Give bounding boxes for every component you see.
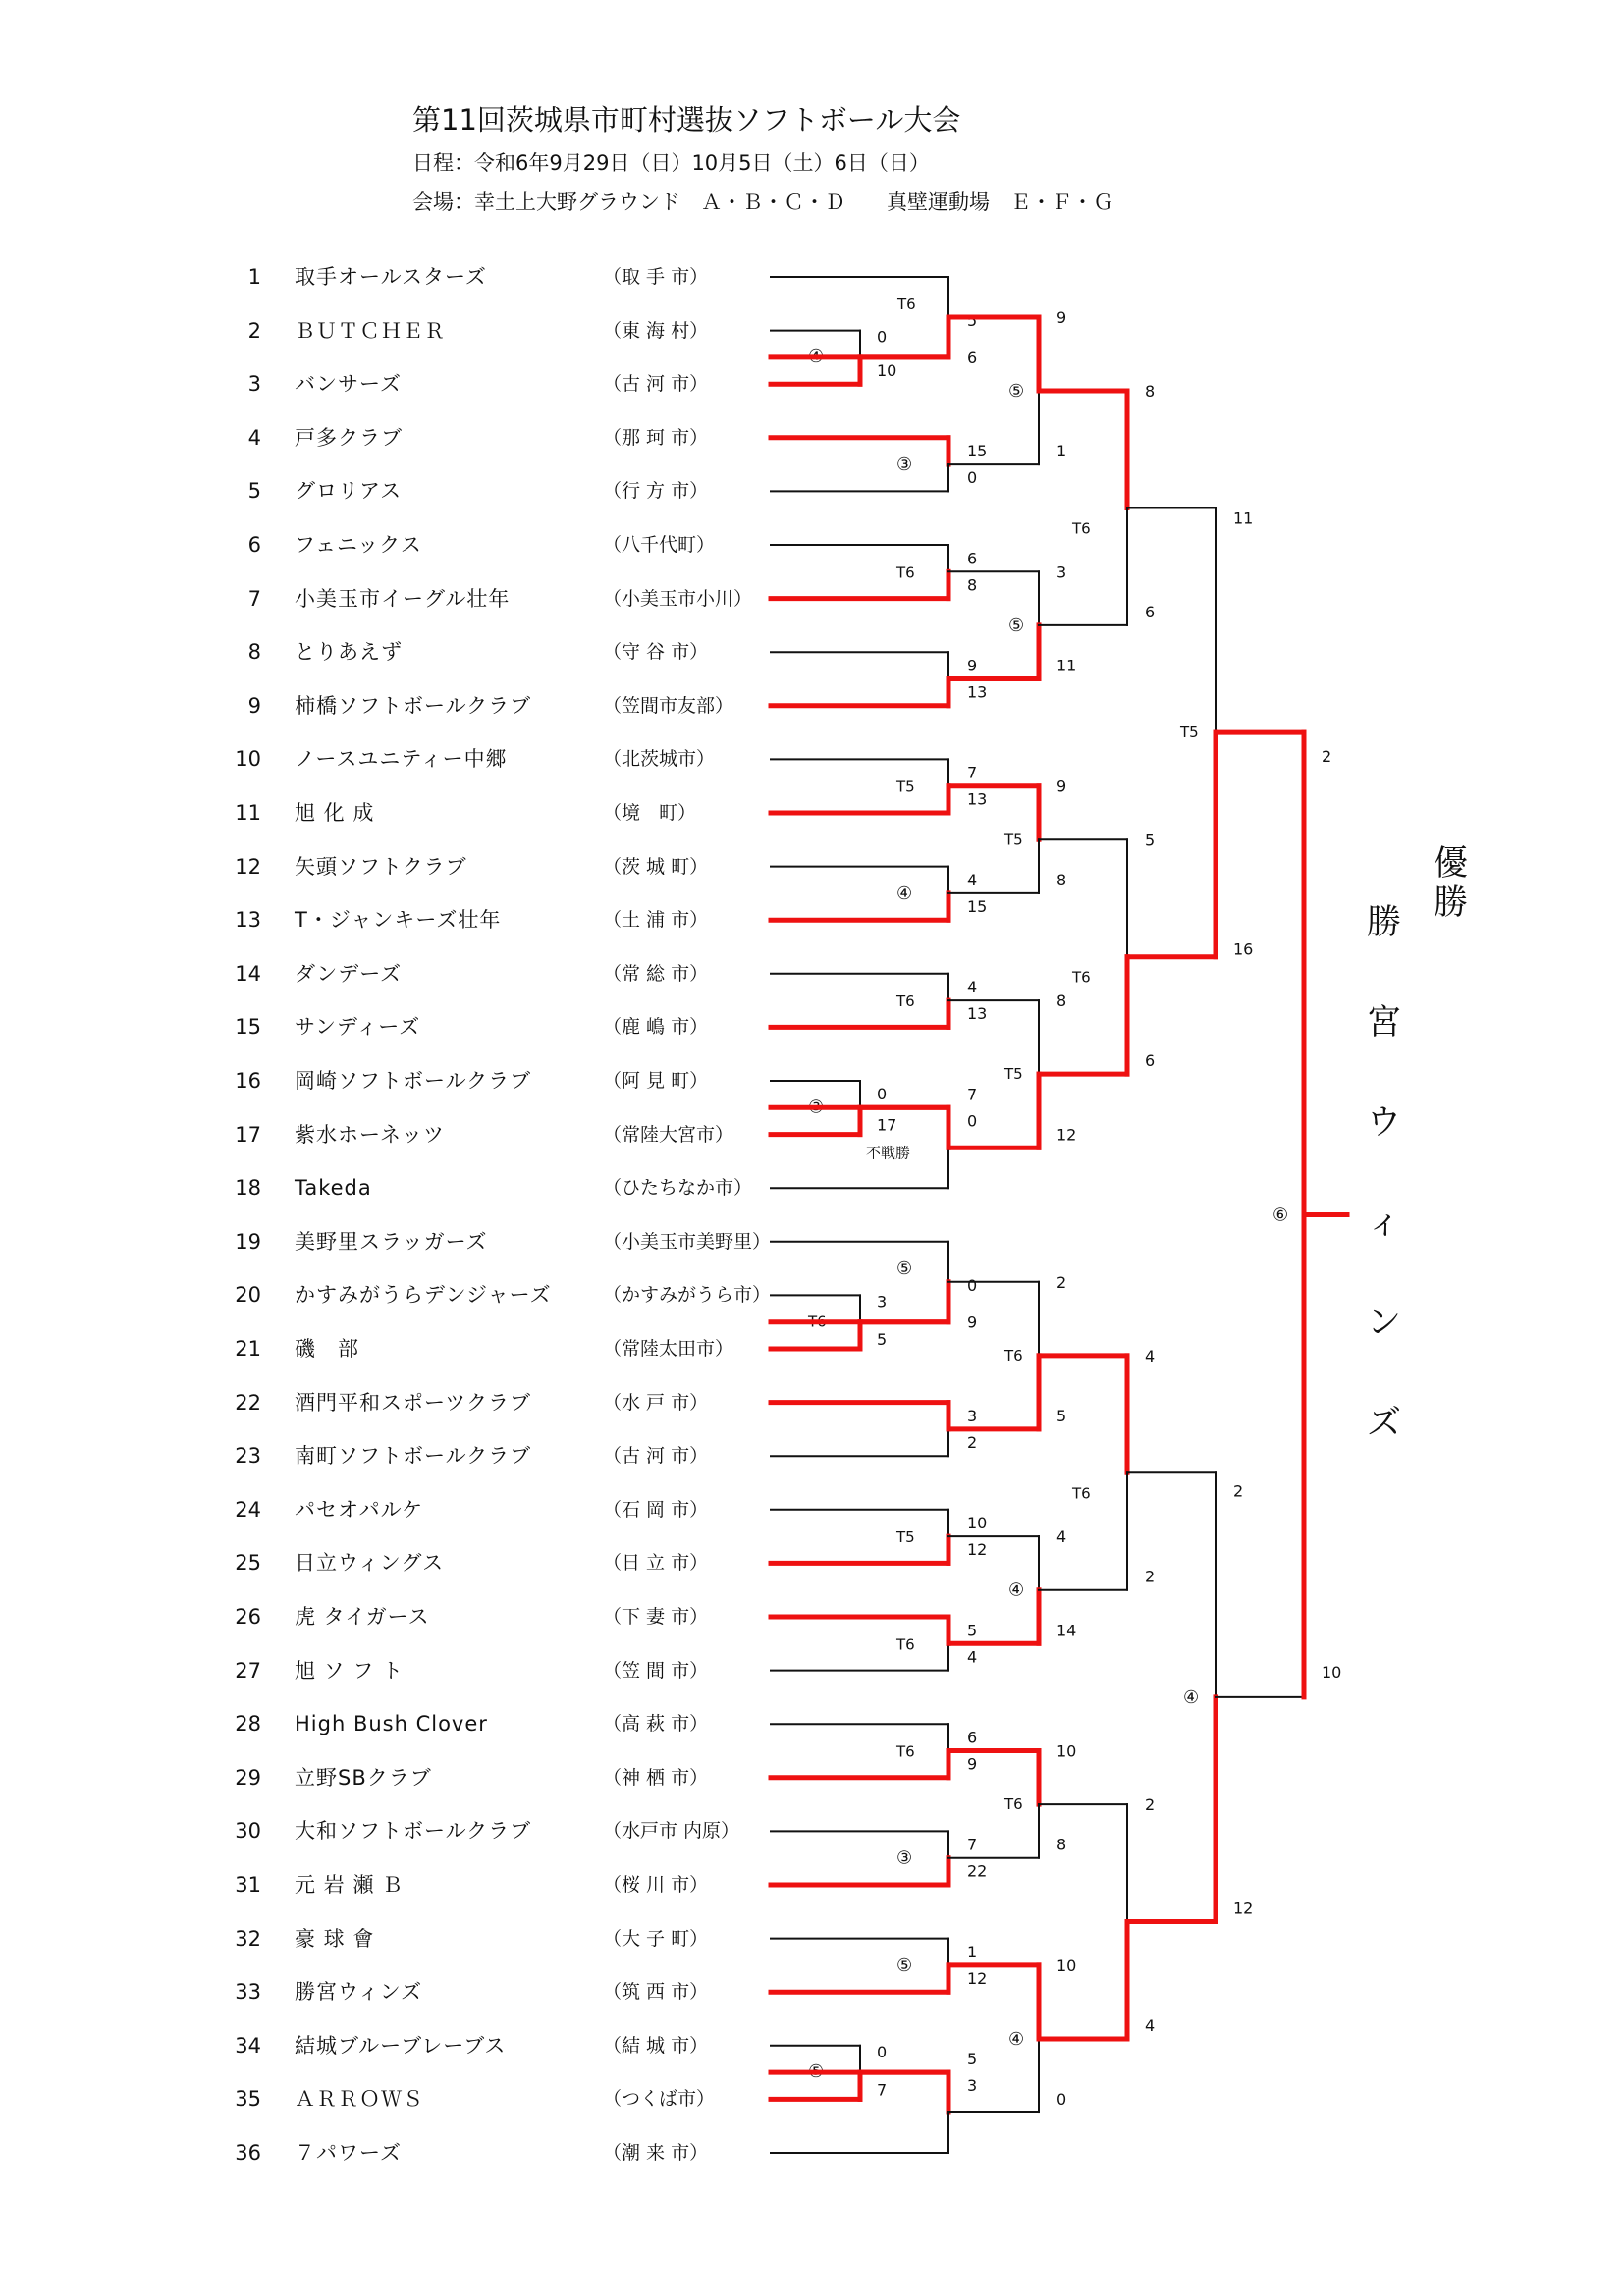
team-number: 9 — [247, 693, 261, 718]
score-label: 8 — [1145, 382, 1156, 401]
champion-label-char: 勝 — [1434, 883, 1469, 923]
team-number: 12 — [235, 854, 261, 879]
court-label: T5 — [896, 777, 915, 796]
team-number: 28 — [235, 1712, 261, 1736]
court-label: T6 — [896, 1635, 915, 1654]
team-number: 32 — [235, 1926, 261, 1950]
team-number: 22 — [235, 1390, 261, 1415]
team-name: 大和ソフトボールクラブ — [295, 1819, 532, 1843]
score-label: 9 — [1056, 307, 1067, 327]
team-number: 3 — [247, 372, 261, 397]
score-label: 6 — [1145, 1051, 1156, 1071]
score-label: 14 — [1056, 1621, 1077, 1640]
champion-char: ン — [1367, 1304, 1402, 1343]
team-name: グロリアス — [295, 479, 403, 504]
court-label: T6 — [1072, 968, 1091, 987]
team-number: 23 — [235, 1444, 261, 1468]
score-label: 10 — [1322, 1662, 1342, 1682]
court-label: T5 — [896, 1528, 915, 1547]
team-name: 岡崎ソフトボールクラブ — [295, 1069, 532, 1093]
team-number: 1 — [247, 265, 261, 289]
score-label: 3 — [877, 1292, 888, 1311]
score-label: 2 — [1322, 747, 1332, 767]
court-label: ⑤ — [896, 1257, 913, 1279]
team-name: 旭 ソ フ ト — [295, 1658, 405, 1682]
score-label: 15 — [967, 896, 988, 916]
team-name: フェニックス — [295, 533, 422, 557]
team-city: （八千代町） — [603, 534, 716, 556]
team-city: （筑 西 市） — [603, 1981, 709, 2003]
score-label: 16 — [1233, 939, 1254, 959]
team-name: ７パワーズ — [295, 2141, 402, 2164]
team-number: 26 — [235, 1605, 261, 1629]
score-label: 2 — [1233, 1481, 1244, 1501]
score-label: 12 — [1233, 1898, 1254, 1918]
score-label: 9 — [967, 1754, 978, 1774]
score-label: 7 — [967, 1835, 978, 1854]
score-label: 5 — [877, 1330, 888, 1349]
team-name: 柿橋ソフトボールクラブ — [295, 693, 532, 718]
court-label: ⑤ — [896, 1954, 913, 1976]
score-label: 5 — [1056, 1406, 1067, 1425]
team-city: （土 浦 市） — [603, 909, 709, 932]
court-label: T5 — [1004, 830, 1023, 849]
team-name: ノースユニティー中郷 — [295, 747, 508, 772]
team-number: 17 — [235, 1122, 261, 1147]
score-label: 10 — [1056, 1741, 1077, 1761]
team-name: Takeda — [295, 1176, 372, 1201]
team-city: （下 妻 市） — [603, 1606, 709, 1628]
court-label: T6 — [1004, 1346, 1023, 1364]
team-city: （常陸太田市） — [603, 1338, 734, 1360]
team-city: （笠間市友部） — [603, 694, 734, 717]
score-label: 12 — [1056, 1125, 1077, 1145]
court-label: T5 — [1180, 723, 1199, 742]
team-number: 20 — [235, 1283, 261, 1308]
score-label: 4 — [967, 978, 978, 997]
champion-label-char: 優 — [1434, 844, 1469, 883]
team-number: 21 — [235, 1337, 261, 1361]
team-city: （古 河 市） — [603, 373, 709, 396]
court-label: ③ — [808, 1096, 825, 1118]
team-city: （取 手 市） — [603, 266, 709, 288]
court-label: T6 — [896, 1742, 915, 1761]
team-number: 30 — [235, 1819, 261, 1843]
score-label: 2 — [1056, 1272, 1067, 1292]
court-label: ④ — [1183, 1686, 1200, 1708]
team-name: パセオパルケ — [295, 1497, 424, 1522]
score-label: 0 — [967, 1111, 978, 1131]
team-city: （高 萩 市） — [603, 1713, 709, 1735]
team-number: 34 — [235, 2033, 261, 2057]
team-name: 結城ブルーブレーブス — [295, 2033, 507, 2057]
team-name: 南町ソフトボールクラブ — [295, 1444, 532, 1468]
forfeit-label: 不戦勝 — [866, 1144, 911, 1162]
score-label: 0 — [877, 1085, 888, 1103]
tournament-title: 第11回茨城県市町村選抜ソフトボール大会 — [412, 103, 961, 136]
team-city: （守 谷 市） — [603, 641, 709, 664]
team-number: 2 — [247, 318, 261, 343]
team-city: （東 海 村） — [603, 319, 709, 342]
court-label: T6 — [1072, 1484, 1091, 1503]
team-name: ＢＵＴＣＨＥＲ — [295, 318, 446, 343]
court-label: T6 — [896, 992, 915, 1011]
score-label: 9 — [967, 1312, 978, 1332]
score-label: 9 — [967, 656, 978, 675]
score-label: 4 — [1145, 2015, 1156, 2035]
court-label: ③ — [896, 454, 913, 476]
team-city: （鹿 嶋 市） — [603, 1016, 709, 1039]
score-label: 12 — [967, 1968, 988, 1988]
court-label: T6 — [1004, 1795, 1023, 1814]
team-city: （北茨城市） — [603, 748, 716, 771]
score-label: 0 — [877, 327, 888, 347]
team-number: 35 — [235, 2087, 261, 2111]
team-name: 磯 部 — [295, 1337, 359, 1361]
court-label: ④ — [1008, 2028, 1025, 2050]
team-name: 酒門平和スポーツクラブ — [295, 1390, 531, 1415]
score-label: 11 — [1233, 508, 1254, 528]
score-label: 13 — [967, 789, 988, 809]
court-label: T6 — [896, 563, 915, 582]
court-label: T6 — [1072, 519, 1091, 538]
team-city: （笠 間 市） — [603, 1659, 709, 1682]
team-number: 36 — [235, 2141, 261, 2164]
team-name: ＡＲＲＯＷＳ — [295, 2087, 424, 2111]
team-number: 13 — [235, 908, 261, 933]
score-label: 4 — [967, 1647, 978, 1667]
court-label: ⑤ — [1008, 381, 1025, 402]
score-label: 3 — [967, 2076, 978, 2096]
court-label: ⑥ — [1272, 1204, 1289, 1226]
score-label: 8 — [1056, 870, 1067, 889]
team-name: 取手オールスターズ — [295, 265, 487, 289]
score-label: 0 — [877, 2042, 888, 2061]
team-city: （小美玉市小川） — [603, 587, 753, 610]
score-label: 10 — [1056, 1955, 1077, 1975]
champion-label — [1434, 844, 1473, 923]
team-number: 5 — [247, 479, 261, 504]
team-number: 27 — [235, 1658, 261, 1682]
team-name: 矢頭ソフトクラブ — [295, 854, 467, 879]
score-label: 10 — [877, 361, 897, 381]
team-city: （小美玉市美野里） — [603, 1230, 772, 1253]
score-label: 3 — [1056, 562, 1067, 582]
score-label: 0 — [1056, 2090, 1067, 2109]
team-number: 24 — [235, 1497, 261, 1522]
schedule-line: 日程：令和6年9月29日（日）10月5日（土）6日（日） — [412, 151, 930, 175]
team-name: 豪 球 會 — [295, 1926, 375, 1950]
team-name: T・ジャンキーズ壮年 — [295, 908, 502, 933]
score-label: 7 — [967, 1085, 978, 1104]
team-city: （古 河 市） — [603, 1445, 709, 1468]
team-city: （茨 城 町） — [603, 855, 709, 878]
team-name: とりあえず — [295, 640, 403, 665]
score-label: 10 — [967, 1514, 988, 1533]
venue-line: 会場：幸土上大野グラウンド Ａ・Ｂ・Ｃ・Ｄ 真壁運動場 Ｅ・Ｆ・Ｇ — [412, 190, 1113, 214]
score-label: 11 — [1056, 656, 1077, 675]
score-label: 5 — [967, 1621, 978, 1640]
team-city: （石 岡 市） — [603, 1498, 709, 1521]
team-number: 16 — [235, 1069, 261, 1093]
champion-char: 宮 — [1367, 1003, 1402, 1042]
score-label: 6 — [1145, 602, 1156, 621]
score-label: 17 — [877, 1115, 897, 1135]
team-city: （常陸大宮市） — [603, 1123, 734, 1146]
team-name: 立野SBクラブ — [295, 1765, 432, 1789]
court-label: T6 — [808, 1312, 827, 1331]
team-city: （神 栖 市） — [603, 1766, 709, 1789]
team-number: 7 — [247, 586, 261, 611]
team-city: （つくば市） — [603, 2088, 716, 2110]
score-label: 12 — [967, 1540, 988, 1560]
team-city: （常 総 市） — [603, 962, 709, 985]
team-number: 29 — [235, 1765, 261, 1789]
score-label: 13 — [967, 682, 988, 702]
score-label: 0 — [967, 1275, 978, 1295]
team-name: 戸多クラブ — [295, 425, 403, 450]
score-label: 5 — [967, 2050, 978, 2069]
team-name: 紫水ホーネッツ — [295, 1122, 445, 1147]
score-label: 22 — [967, 1861, 988, 1881]
team-number: 25 — [235, 1551, 261, 1575]
team-name: 虎 タイガース — [295, 1605, 430, 1629]
team-name: 勝宮ウィンズ — [295, 1980, 423, 2004]
score-label: 3 — [967, 1406, 978, 1425]
team-city: （桜 川 市） — [603, 1874, 709, 1896]
score-label: 15 — [967, 442, 988, 461]
score-label: 6 — [967, 1728, 978, 1747]
score-label: 6 — [967, 549, 978, 568]
team-city: （かすみがうら市） — [603, 1284, 772, 1307]
score-label: 1 — [967, 1942, 978, 1961]
court-label: T5 — [1004, 1065, 1023, 1084]
score-label: 2 — [1145, 1795, 1156, 1815]
score-label: 2 — [1145, 1567, 1156, 1586]
team-city: （ひたちなか市） — [603, 1177, 753, 1200]
team-name: 小美玉市イーグル壮年 — [295, 586, 511, 611]
team-number: 33 — [235, 1980, 261, 2004]
team-number: 15 — [235, 1015, 261, 1040]
team-number: 14 — [235, 961, 261, 986]
team-name: 元 岩 瀬 Ｂ — [295, 1873, 405, 1896]
team-city: （阿 見 町） — [603, 1070, 709, 1092]
team-number: 31 — [235, 1873, 261, 1896]
court-label: ⑤ — [808, 2061, 825, 2083]
champion-char: ィ — [1367, 1203, 1402, 1243]
team-name: 日立ウィングス — [295, 1551, 445, 1575]
champion-char: ウ — [1367, 1103, 1402, 1143]
score-label: 2 — [967, 1432, 978, 1452]
team-number: 4 — [247, 425, 261, 450]
team-number: 11 — [235, 801, 261, 825]
court-label: ④ — [1008, 1579, 1025, 1601]
champion-char: 勝 — [1367, 903, 1402, 942]
score-label: 4 — [1145, 1346, 1156, 1365]
score-label: 7 — [967, 763, 978, 782]
team-name: かすみがうらデンジャーズ — [295, 1283, 552, 1308]
court-label: ④ — [896, 882, 913, 904]
team-number: 8 — [247, 640, 261, 665]
team-number: 19 — [235, 1229, 261, 1254]
score-label: 4 — [1056, 1527, 1067, 1547]
score-label: 8 — [1056, 991, 1067, 1011]
team-city: （水戸市 内原） — [603, 1820, 740, 1842]
score-label: 7 — [877, 2080, 888, 2100]
team-name: バンサーズ — [295, 372, 402, 397]
team-number: 10 — [235, 747, 261, 772]
score-label: 0 — [967, 468, 978, 488]
team-city: （日 立 市） — [603, 1552, 709, 1575]
team-number: 18 — [235, 1176, 261, 1201]
score-label: 6 — [967, 347, 978, 367]
team-city: （境 町） — [603, 802, 697, 824]
score-label: 5 — [967, 311, 978, 330]
champion-char: ズ — [1367, 1404, 1402, 1443]
team-number: 6 — [247, 533, 261, 557]
score-label: 8 — [967, 575, 978, 595]
score-label: 1 — [1056, 442, 1067, 461]
team-city: （行 方 市） — [603, 480, 709, 503]
score-label: 5 — [1145, 830, 1156, 850]
score-label: 13 — [967, 1004, 988, 1024]
score-label: 9 — [1056, 776, 1067, 796]
team-name: サンディーズ — [295, 1015, 421, 1040]
score-label: 8 — [1056, 1835, 1067, 1854]
team-city: （潮 来 市） — [603, 2142, 709, 2163]
team-name: 美野里スラッガーズ — [295, 1229, 488, 1254]
court-label: ④ — [808, 346, 825, 367]
court-label: T6 — [897, 295, 916, 313]
team-city: （那 珂 市） — [603, 426, 709, 449]
team-name: 旭 化 成 — [295, 801, 375, 825]
team-name: High Bush Clover — [295, 1712, 488, 1736]
court-label: ③ — [896, 1847, 913, 1869]
team-city: （結 城 市） — [603, 2034, 709, 2056]
team-name: ダンデーズ — [295, 961, 403, 986]
team-city: （大 子 町） — [603, 1927, 709, 1949]
score-label: 4 — [967, 870, 978, 889]
team-city: （水 戸 市） — [603, 1391, 709, 1414]
court-label: ⑤ — [1008, 614, 1025, 636]
